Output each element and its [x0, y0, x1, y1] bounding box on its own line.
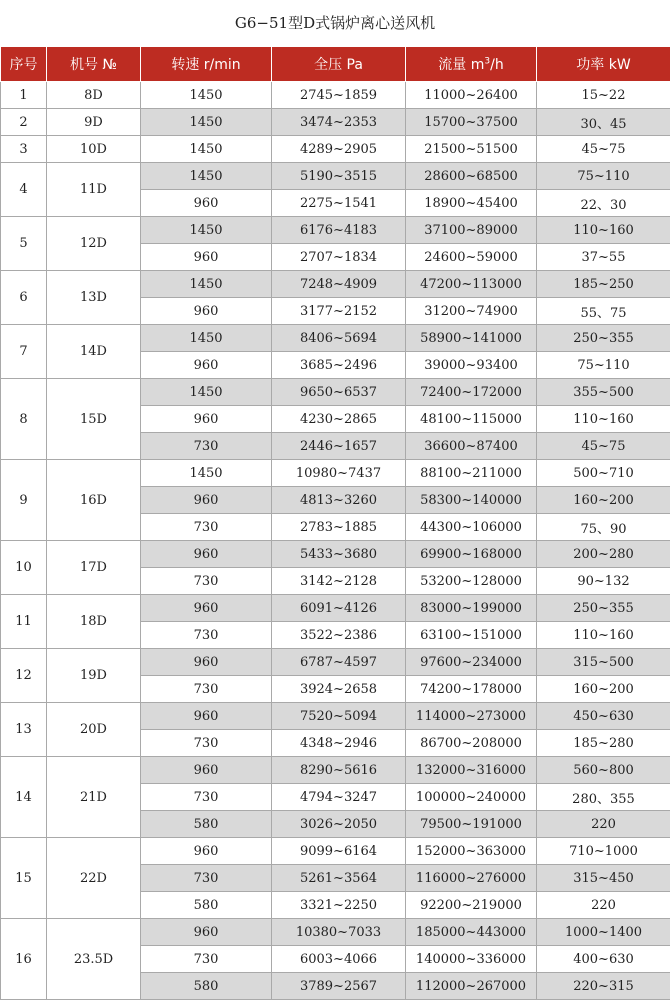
cell-model: 16D	[47, 460, 141, 541]
cell-power: 30、45	[537, 109, 670, 136]
header-flow	[406, 47, 537, 82]
cell-pressure: 6003~4066	[272, 946, 406, 973]
cell-speed: 730	[141, 730, 272, 757]
cell-no: 16	[1, 919, 47, 1000]
cell-power: 110~160	[537, 406, 670, 433]
cell-speed: 1450	[141, 271, 272, 298]
cell-pressure: 6091~4126	[272, 595, 406, 622]
cell-speed: 1450	[141, 82, 272, 109]
cell-flow: 36600~87400	[406, 433, 537, 460]
cell-power: 710~1000	[537, 838, 670, 865]
cell-speed: 730	[141, 433, 272, 460]
header-row	[1, 47, 670, 82]
table-row	[1, 82, 670, 109]
page-title: G6−51型D式锅炉离心送风机	[0, 8, 670, 38]
cell-power: 220~315	[537, 973, 670, 1000]
cell-flow: 44300~106000	[406, 514, 537, 541]
cell-flow: 114000~273000	[406, 703, 537, 730]
cell-power: 1000~1400	[537, 919, 670, 946]
cell-power: 37~55	[537, 244, 670, 271]
cell-pressure: 10980~7437	[272, 460, 406, 487]
cell-power: 315~500	[537, 649, 670, 676]
table-row	[1, 541, 670, 568]
cell-power: 75~110	[537, 352, 670, 379]
cell-power: 280、355	[537, 784, 670, 811]
cell-flow: 97600~234000	[406, 649, 537, 676]
table-row	[1, 460, 670, 487]
cell-power: 250~355	[537, 325, 670, 352]
cell-power: 315~450	[537, 865, 670, 892]
header-flow-sup: 3	[484, 56, 490, 66]
cell-speed: 1450	[141, 460, 272, 487]
cell-flow: 152000~363000	[406, 838, 537, 865]
cell-flow: 53200~128000	[406, 568, 537, 595]
cell-speed: 1450	[141, 109, 272, 136]
cell-speed: 960	[141, 541, 272, 568]
cell-speed: 960	[141, 838, 272, 865]
cell-speed: 960	[141, 487, 272, 514]
cell-flow: 79500~191000	[406, 811, 537, 838]
cell-speed: 730	[141, 784, 272, 811]
cell-power: 110~160	[537, 622, 670, 649]
cell-speed: 1450	[141, 325, 272, 352]
cell-flow: 58900~141000	[406, 325, 537, 352]
cell-speed: 730	[141, 946, 272, 973]
header-flow-prefix: 流量 m	[438, 57, 484, 73]
cell-flow: 112000~267000	[406, 973, 537, 1000]
cell-model: 15D	[47, 379, 141, 460]
cell-flow: 185000~443000	[406, 919, 537, 946]
cell-speed: 960	[141, 190, 272, 217]
cell-flow: 86700~208000	[406, 730, 537, 757]
cell-speed: 1450	[141, 136, 272, 163]
header-pressure: 全压 Pa	[272, 47, 406, 82]
cell-speed: 960	[141, 406, 272, 433]
cell-flow: 37100~89000	[406, 217, 537, 244]
cell-flow: 100000~240000	[406, 784, 537, 811]
cell-speed: 960	[141, 298, 272, 325]
table-row	[1, 919, 670, 946]
cell-power: 220	[537, 811, 670, 838]
cell-power: 200~280	[537, 541, 670, 568]
table-row	[1, 379, 670, 406]
cell-pressure: 3142~2128	[272, 568, 406, 595]
cell-pressure: 9650~6537	[272, 379, 406, 406]
cell-speed: 730	[141, 568, 272, 595]
cell-power: 90~132	[537, 568, 670, 595]
cell-no: 5	[1, 217, 47, 271]
cell-power: 160~200	[537, 487, 670, 514]
header-no: 序号	[1, 47, 47, 82]
cell-flow: 31200~74900	[406, 298, 537, 325]
cell-model: 18D	[47, 595, 141, 649]
cell-model: 19D	[47, 649, 141, 703]
cell-power: 15~22	[537, 82, 670, 109]
cell-no: 10	[1, 541, 47, 595]
cell-pressure: 4230~2865	[272, 406, 406, 433]
cell-speed: 580	[141, 892, 272, 919]
cell-flow: 21500~51500	[406, 136, 537, 163]
cell-power: 75~110	[537, 163, 670, 190]
cell-no: 15	[1, 838, 47, 919]
cell-pressure: 2745~1859	[272, 82, 406, 109]
cell-pressure: 8290~5616	[272, 757, 406, 784]
cell-model: 14D	[47, 325, 141, 379]
cell-pressure: 3026~2050	[272, 811, 406, 838]
cell-speed: 1450	[141, 163, 272, 190]
cell-speed: 580	[141, 811, 272, 838]
cell-model: 13D	[47, 271, 141, 325]
cell-flow: 58300~140000	[406, 487, 537, 514]
table-row	[1, 136, 670, 163]
cell-pressure: 3177~2152	[272, 298, 406, 325]
table-row	[1, 703, 670, 730]
cell-no: 3	[1, 136, 47, 163]
cell-model: 20D	[47, 703, 141, 757]
cell-flow: 63100~151000	[406, 622, 537, 649]
header-speed: 转速 r/min	[141, 47, 272, 82]
cell-power: 355~500	[537, 379, 670, 406]
cell-model: 12D	[47, 217, 141, 271]
cell-no: 9	[1, 460, 47, 541]
cell-pressure: 3321~2250	[272, 892, 406, 919]
cell-model: 17D	[47, 541, 141, 595]
cell-pressure: 8406~5694	[272, 325, 406, 352]
table-row	[1, 271, 670, 298]
cell-pressure: 4813~3260	[272, 487, 406, 514]
cell-model: 8D	[47, 82, 141, 109]
cell-pressure: 6787~4597	[272, 649, 406, 676]
cell-pressure: 2446~1657	[272, 433, 406, 460]
cell-speed: 960	[141, 595, 272, 622]
cell-flow: 47200~113000	[406, 271, 537, 298]
cell-power: 160~200	[537, 676, 670, 703]
cell-speed: 960	[141, 919, 272, 946]
cell-model: 11D	[47, 163, 141, 217]
cell-flow: 72400~172000	[406, 379, 537, 406]
cell-pressure: 3522~2386	[272, 622, 406, 649]
cell-power: 220	[537, 892, 670, 919]
cell-no: 14	[1, 757, 47, 838]
cell-flow: 28600~68500	[406, 163, 537, 190]
cell-power: 450~630	[537, 703, 670, 730]
cell-flow: 83000~199000	[406, 595, 537, 622]
cell-no: 2	[1, 109, 47, 136]
cell-no: 6	[1, 271, 47, 325]
cell-power: 500~710	[537, 460, 670, 487]
cell-pressure: 2707~1834	[272, 244, 406, 271]
cell-pressure: 3924~2658	[272, 676, 406, 703]
cell-speed: 1450	[141, 217, 272, 244]
cell-no: 7	[1, 325, 47, 379]
cell-power: 560~800	[537, 757, 670, 784]
table-row	[1, 325, 670, 352]
cell-speed: 960	[141, 703, 272, 730]
cell-flow: 116000~276000	[406, 865, 537, 892]
cell-pressure: 4794~3247	[272, 784, 406, 811]
table-body	[1, 82, 670, 1000]
cell-pressure: 9099~6164	[272, 838, 406, 865]
table-row	[1, 757, 670, 784]
cell-speed: 960	[141, 352, 272, 379]
cell-power: 22、30	[537, 190, 670, 217]
header-model: 机号 №	[47, 47, 141, 82]
cell-pressure: 4289~2905	[272, 136, 406, 163]
cell-speed: 730	[141, 676, 272, 703]
cell-speed: 960	[141, 649, 272, 676]
table-row	[1, 595, 670, 622]
cell-no: 12	[1, 649, 47, 703]
table-row	[1, 109, 670, 136]
cell-speed: 580	[141, 973, 272, 1000]
cell-power: 250~355	[537, 595, 670, 622]
cell-power: 75、90	[537, 514, 670, 541]
cell-speed: 1450	[141, 379, 272, 406]
cell-flow: 48100~115000	[406, 406, 537, 433]
cell-no: 4	[1, 163, 47, 217]
fan-spec-table	[0, 46, 670, 1000]
cell-pressure: 3685~2496	[272, 352, 406, 379]
table-row	[1, 838, 670, 865]
cell-flow: 15700~37500	[406, 109, 537, 136]
cell-power: 45~75	[537, 433, 670, 460]
cell-pressure: 2275~1541	[272, 190, 406, 217]
table-row	[1, 649, 670, 676]
cell-model: 22D	[47, 838, 141, 919]
cell-model: 10D	[47, 136, 141, 163]
table-row	[1, 163, 670, 190]
cell-flow: 140000~336000	[406, 946, 537, 973]
cell-flow: 39000~93400	[406, 352, 537, 379]
cell-flow: 69900~168000	[406, 541, 537, 568]
cell-flow: 18900~45400	[406, 190, 537, 217]
cell-pressure: 3789~2567	[272, 973, 406, 1000]
cell-speed: 960	[141, 757, 272, 784]
cell-flow: 92200~219000	[406, 892, 537, 919]
cell-speed: 730	[141, 865, 272, 892]
cell-power: 185~280	[537, 730, 670, 757]
cell-speed: 960	[141, 244, 272, 271]
header-power: 功率 kW	[537, 47, 670, 82]
cell-pressure: 10380~7033	[272, 919, 406, 946]
header-flow-suffix: /h	[490, 57, 504, 73]
cell-speed: 730	[141, 514, 272, 541]
cell-power: 45~75	[537, 136, 670, 163]
cell-pressure: 2783~1885	[272, 514, 406, 541]
cell-speed: 730	[141, 622, 272, 649]
cell-flow: 24600~59000	[406, 244, 537, 271]
cell-model: 23.5D	[47, 919, 141, 1000]
cell-pressure: 4348~2946	[272, 730, 406, 757]
cell-no: 11	[1, 595, 47, 649]
cell-pressure: 3474~2353	[272, 109, 406, 136]
cell-flow: 132000~316000	[406, 757, 537, 784]
cell-flow: 88100~211000	[406, 460, 537, 487]
cell-no: 8	[1, 379, 47, 460]
cell-pressure: 5190~3515	[272, 163, 406, 190]
cell-pressure: 5433~3680	[272, 541, 406, 568]
table-row	[1, 217, 670, 244]
cell-model: 9D	[47, 109, 141, 136]
table-header	[1, 47, 670, 82]
cell-model: 21D	[47, 757, 141, 838]
cell-power: 110~160	[537, 217, 670, 244]
cell-power: 400~630	[537, 946, 670, 973]
cell-flow: 74200~178000	[406, 676, 537, 703]
cell-power: 55、75	[537, 298, 670, 325]
cell-pressure: 7248~4909	[272, 271, 406, 298]
cell-flow: 11000~26400	[406, 82, 537, 109]
cell-pressure: 6176~4183	[272, 217, 406, 244]
cell-pressure: 5261~3564	[272, 865, 406, 892]
cell-power: 185~250	[537, 271, 670, 298]
cell-no: 1	[1, 82, 47, 109]
cell-no: 13	[1, 703, 47, 757]
cell-pressure: 7520~5094	[272, 703, 406, 730]
